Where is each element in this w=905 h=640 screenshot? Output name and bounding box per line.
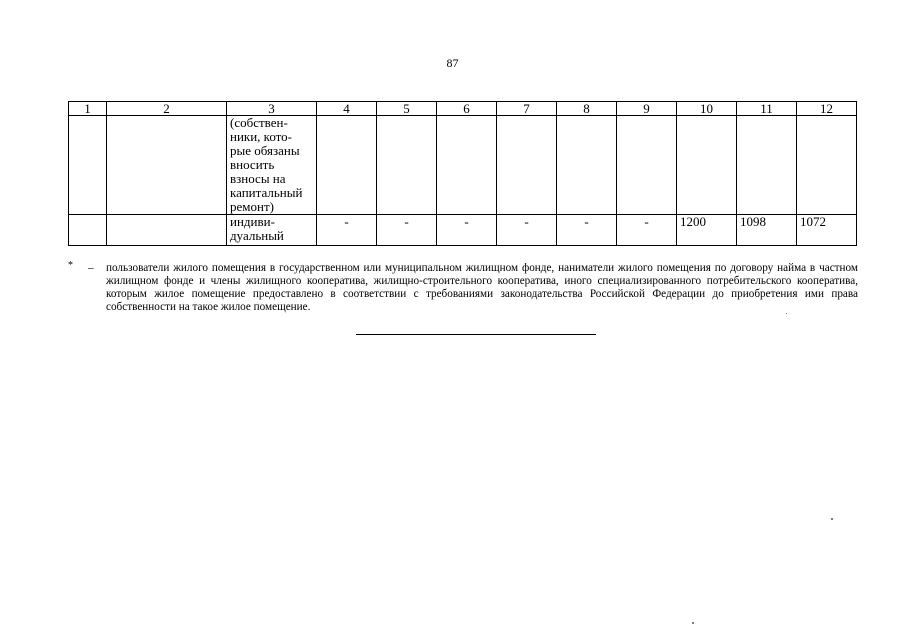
table-cell xyxy=(737,116,797,215)
footnote-dash: – xyxy=(88,262,94,274)
table-cell xyxy=(617,116,677,215)
table-cell xyxy=(107,116,227,215)
table-row xyxy=(69,116,857,215)
header-cell: 8 xyxy=(557,102,617,116)
value-cell: 1098 xyxy=(737,215,797,246)
table-cell xyxy=(69,215,107,246)
table-cell xyxy=(107,215,227,246)
value-cell: - xyxy=(377,215,437,246)
header-cell: 6 xyxy=(437,102,497,116)
header-cell: 2 xyxy=(107,102,227,116)
cell-line: рые обязаны xyxy=(230,143,300,158)
header-cell: 9 xyxy=(617,102,677,116)
cell-line: ремонт) xyxy=(230,199,274,214)
header-cell: 7 xyxy=(497,102,557,116)
scan-speck xyxy=(786,313,787,314)
header-cell: 3 xyxy=(227,102,317,116)
value-cell: 1072 xyxy=(797,215,857,246)
table-cell xyxy=(377,116,437,215)
footnote-marker: * xyxy=(68,260,73,271)
table-header-row xyxy=(69,102,857,116)
header-cell: 1 xyxy=(69,102,107,116)
value-cell: - xyxy=(437,215,497,246)
table-cell xyxy=(437,116,497,215)
footnote xyxy=(68,262,858,314)
table-cell xyxy=(317,116,377,215)
owners-description-cell xyxy=(227,116,317,215)
cell-line: индиви- xyxy=(230,214,275,229)
scan-speck xyxy=(692,622,694,624)
cell-line: взносы на xyxy=(230,171,286,186)
header-cell: 10 xyxy=(677,102,737,116)
value-cell: - xyxy=(317,215,377,246)
header-cell: 4 xyxy=(317,102,377,116)
table-cell xyxy=(797,116,857,215)
value-cell: - xyxy=(497,215,557,246)
data-table xyxy=(68,101,857,246)
table-cell xyxy=(557,116,617,215)
table-cell xyxy=(69,116,107,215)
header-cell: 12 xyxy=(797,102,857,116)
scan-speck xyxy=(831,518,833,520)
individual-label-cell xyxy=(227,215,317,246)
table-cell xyxy=(677,116,737,215)
cell-line: капитальный xyxy=(230,185,303,200)
value-cell: - xyxy=(557,215,617,246)
page-number: 87 xyxy=(446,56,459,70)
cell-line: дуальный xyxy=(230,228,284,243)
divider-line xyxy=(356,334,596,335)
value-cell: 1200 xyxy=(677,215,737,246)
table-row xyxy=(69,215,857,246)
cell-line: ники, кото- xyxy=(230,129,293,144)
header-cell: 5 xyxy=(377,102,437,116)
table-cell xyxy=(497,116,557,215)
cell-line: вносить xyxy=(230,157,275,172)
footnote-text: пользователи жилого помещения в государственном или муниципальном жилищном фонде, наниматели жилого помещения по договору найма в частном жилищном фонде и члены жилищного кооператива, жилищно-строительного кооператива, иного специализированного потребительского кооператива, которым жилое помещение предоставлено в соответствии с требованиями законодательства Российской Федерации до приобретения ими права собственности на такое жилое помещение. xyxy=(106,262,858,313)
header-cell: 11 xyxy=(737,102,797,116)
cell-line: (собствен- xyxy=(230,115,288,130)
value-cell: - xyxy=(617,215,677,246)
